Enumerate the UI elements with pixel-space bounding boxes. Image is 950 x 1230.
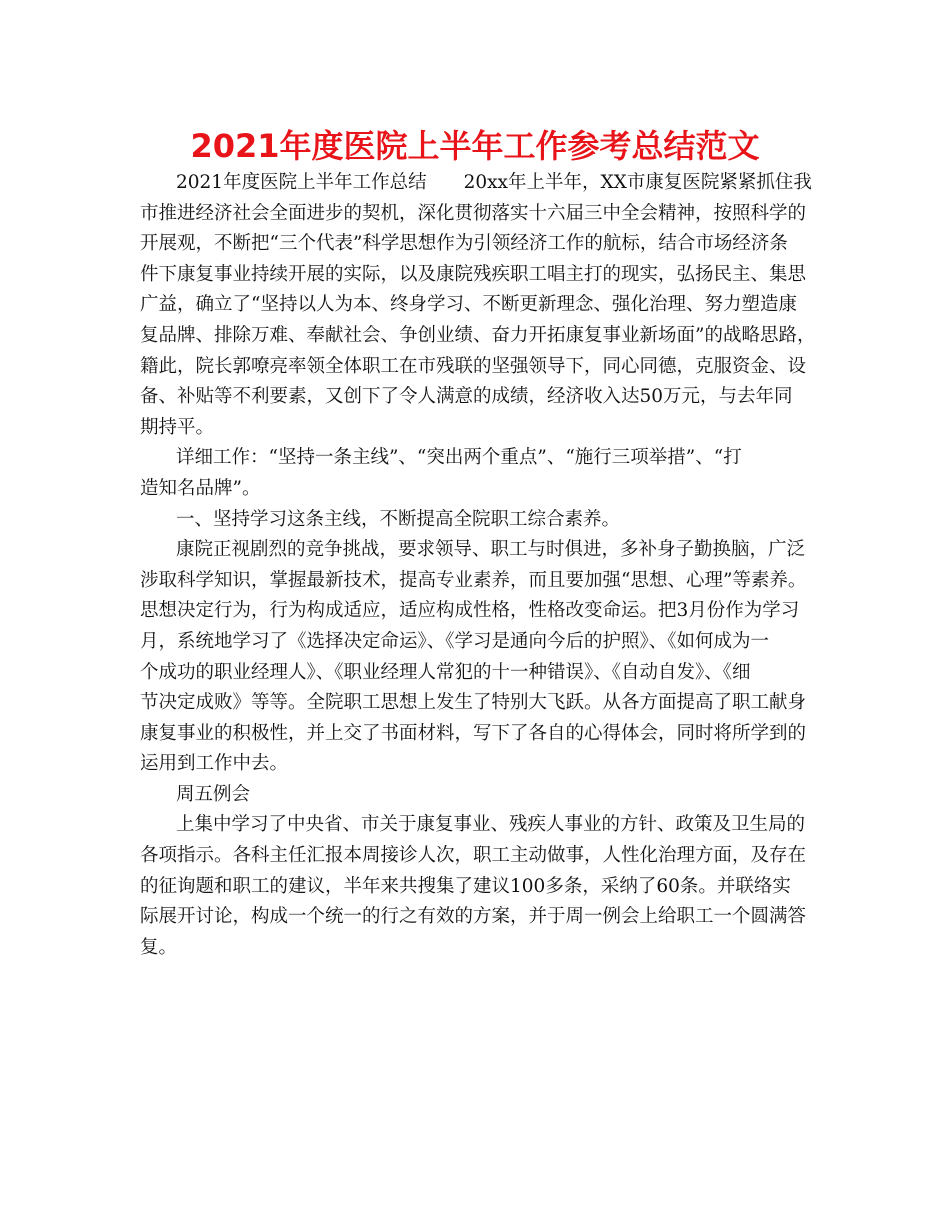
text-line: 思想决定行为，行为构成适应，适应构成性格，性格改变命运。把3月份作为学习 bbox=[140, 600, 800, 622]
text-line: 一、坚持学习这条主线，不断提高全院职工综合素养。 bbox=[176, 508, 621, 530]
text-line: 详细工作：“坚持一条主线”、“突出两个重点”、“施行三项举措”、“打 bbox=[176, 447, 742, 469]
text-line: 籍此，院长郭嘹亮率领全体职工在市残联的坚强领导下，同心同德，克服资金、设 bbox=[140, 355, 807, 377]
text-line: 个成功的职业经理人》、《职业经理人常犯的十一种错误》、《自动自发》、《细 bbox=[140, 661, 751, 683]
text-line: 件下康复事业持续开展的实际，以及康院残疾职工唱主打的现实，弘扬民主、集思 bbox=[140, 263, 807, 285]
text-line: 康院正视剧烈的竞争挑战，要求领导、职工与时俱进，多补身子勤换脑，广泛 bbox=[176, 539, 806, 561]
text-line: 的征询题和职工的建议，半年来共搜集了建议100多条，采纳了60条。并联络实 bbox=[140, 875, 791, 897]
text-line: 期持平。 bbox=[140, 416, 215, 438]
text-line: 周五例会 bbox=[176, 783, 251, 805]
text-line: 涉取科学知识，掌握最新技术，提高专业素养，而且要加强“思想、心理”等素养。 bbox=[140, 569, 807, 591]
text-line: 复品牌、排除万难、奉献社会、争创业绩、奋力开拓康复事业新场面”的战略思路， bbox=[140, 324, 816, 346]
text-line: 上集中学习了中央省、市关于康复事业、残疾人事业的方针、政策及卫生局的 bbox=[176, 814, 806, 836]
text-line: 运用到工作中去。 bbox=[140, 753, 289, 775]
text-line: 2021年度医院上半年工作总结 20xx年上半年，XX市康复医院紧紧抓住我 bbox=[176, 172, 812, 193]
text-line: 开展观，不断把“三个代表”科学思想作为引领经济工作的航标，结合市场经济条 bbox=[140, 233, 788, 255]
text-line: 月，系统地学习了《选择决定命运》、《学习是通向今后的护照》、《如何成为一 bbox=[140, 630, 770, 652]
text-line: 复。 bbox=[140, 936, 178, 958]
document-body bbox=[140, 168, 820, 963]
text-line: 造知名品牌”。 bbox=[140, 477, 261, 499]
text-line: 市推进经济社会全面进步的契机，深化贯彻落实十六届三中全会精神，按照科学的 bbox=[140, 202, 807, 224]
document-title: 2021年度医院上半年工作参考总结范文 bbox=[190, 127, 760, 165]
text-line: 广益，确立了“坚持以人为本、终身学习、不断更新理念、强化治理、努力塑造康 bbox=[140, 294, 797, 316]
text-line: 康复事业的积极性，并上交了书面材料，写下了各自的心得体会，同时将所学到的 bbox=[140, 722, 807, 744]
text-line: 各项指示。各科主任汇报本周接诊人次，职工主动做事，人性化治理方面，及存在 bbox=[140, 845, 807, 867]
text-line: 节决定成败》等等。全院职工思想上发生了特别大飞跃。从各方面提高了职工献身 bbox=[140, 692, 807, 714]
text-line: 际展开讨论，构成一个统一的行之有效的方案，并于周一例会上给职工一个圆满答 bbox=[140, 906, 807, 928]
text-line: 备、补贴等不利要素，又创下了令人满意的成绩，经济收入达50万元，与去年同 bbox=[140, 386, 793, 408]
